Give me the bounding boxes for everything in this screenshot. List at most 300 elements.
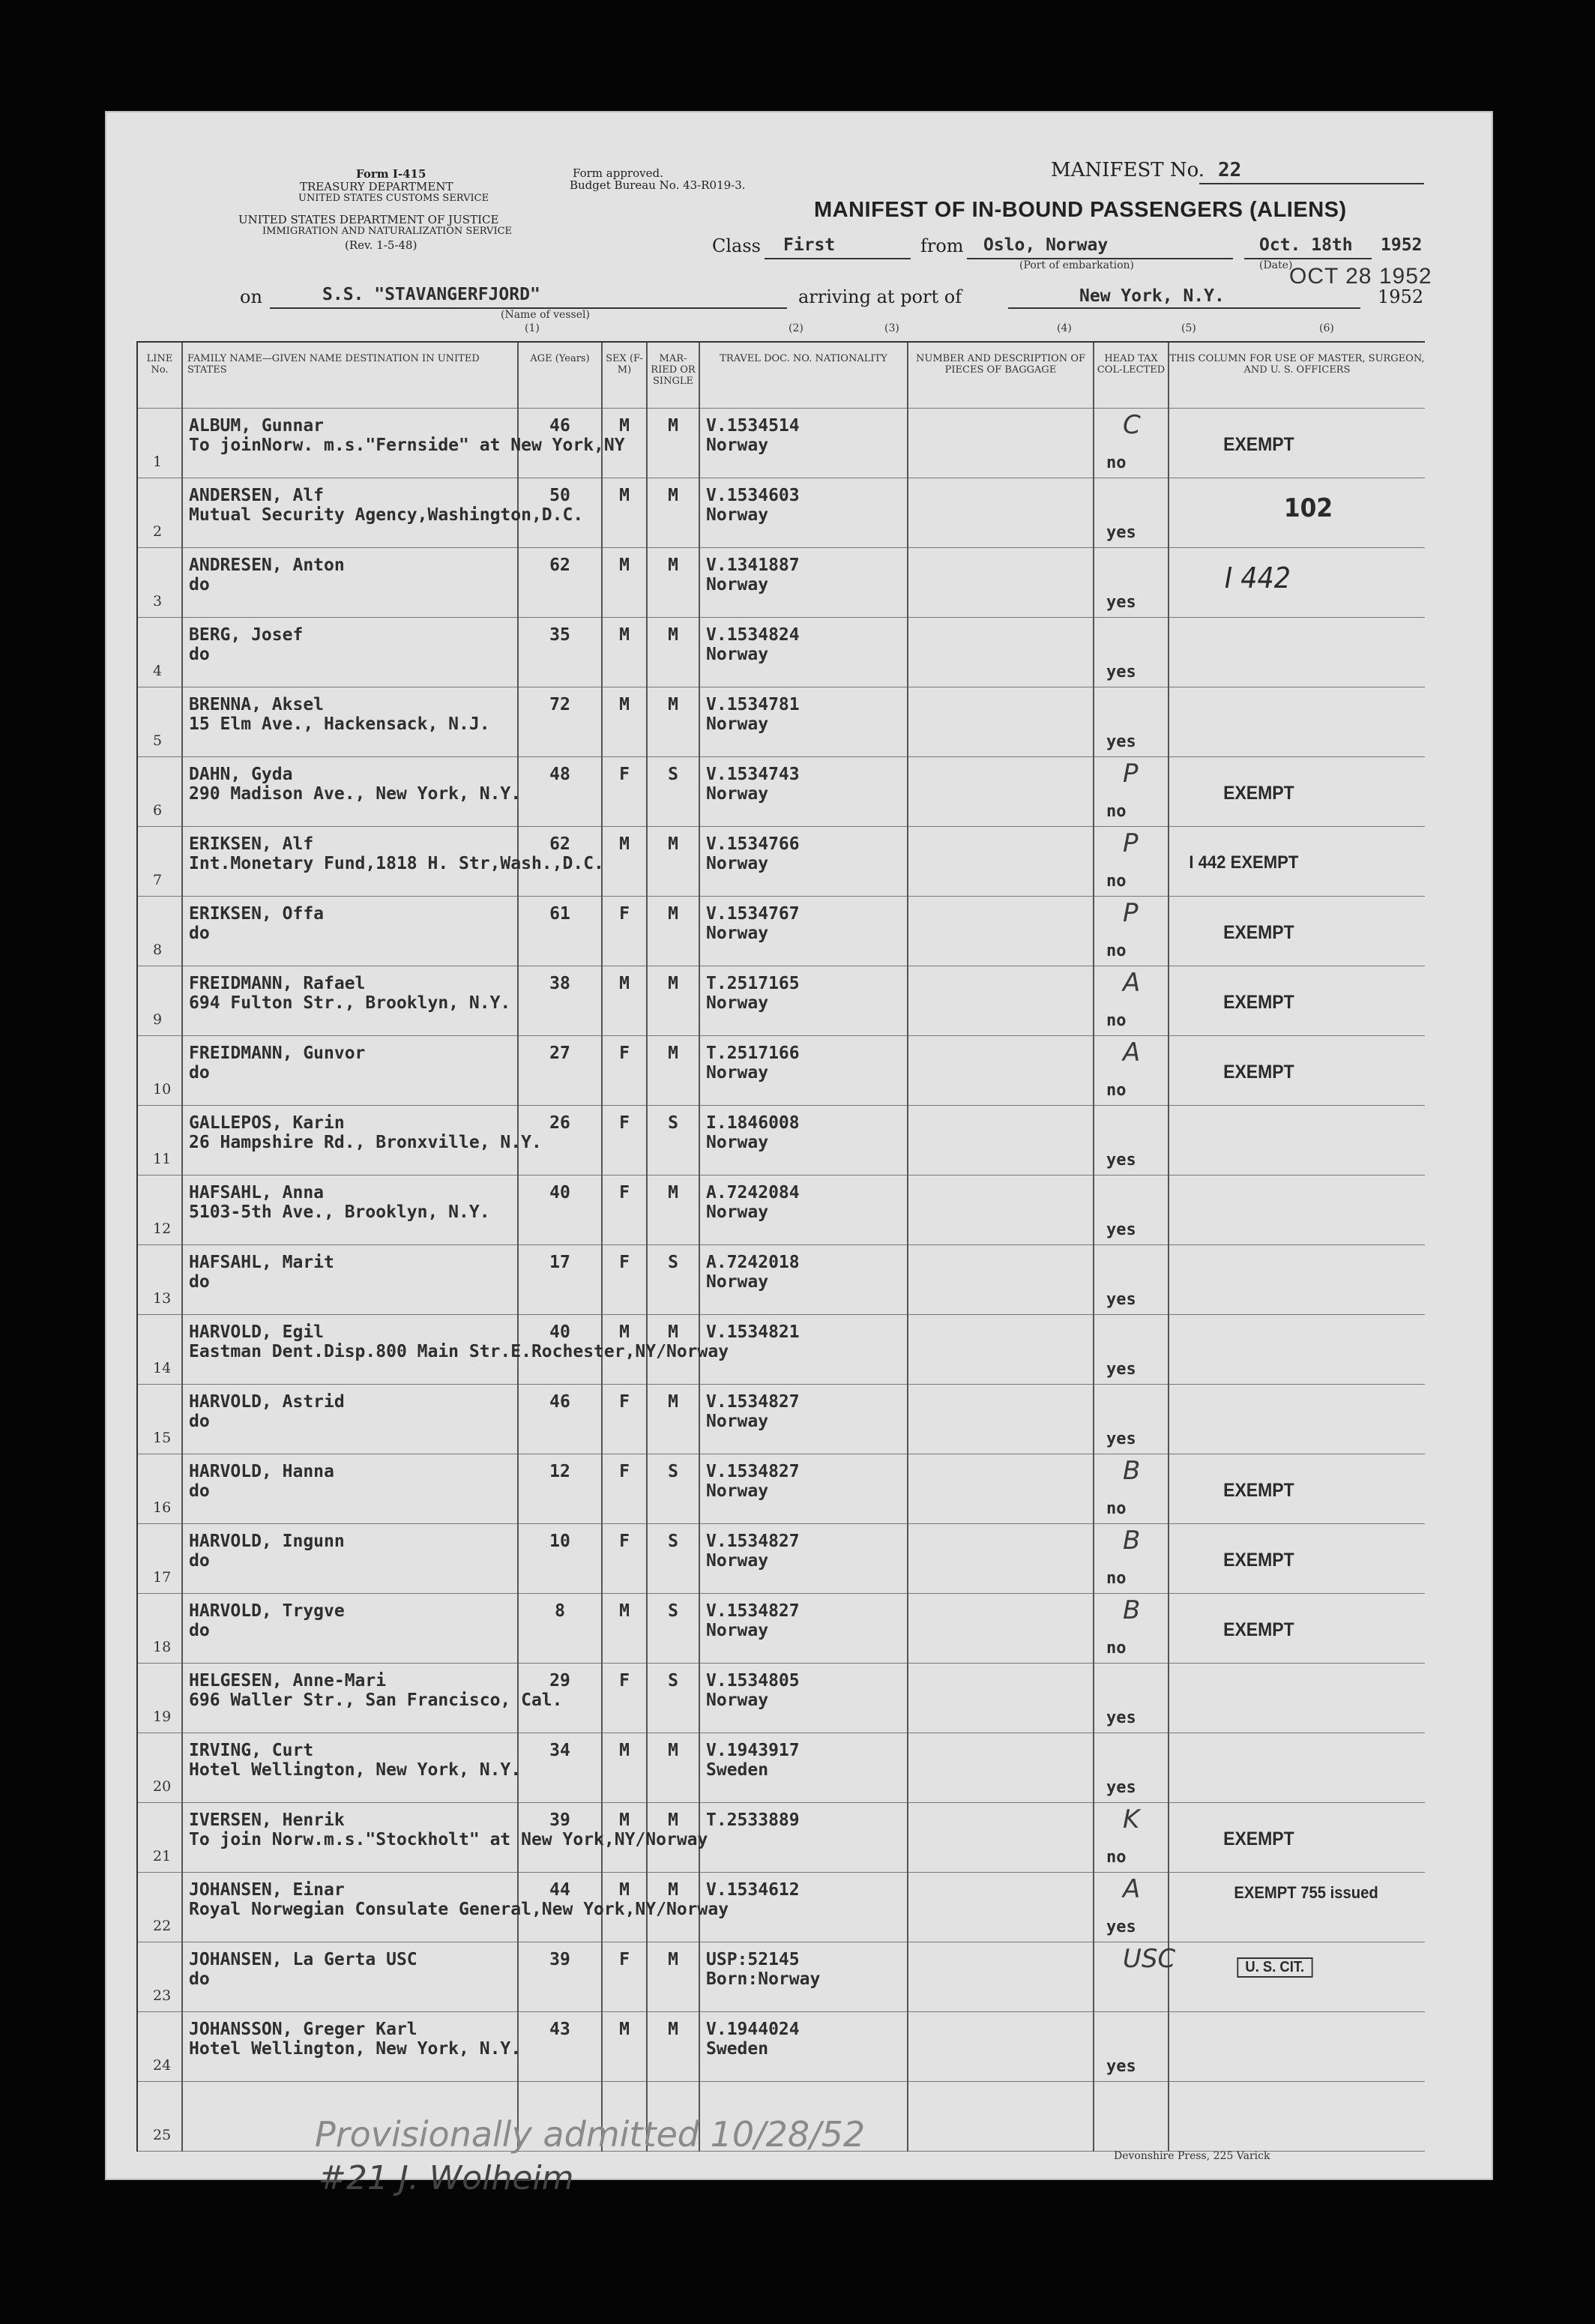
officer-cell [1169,408,1425,478]
officer-note: EXEMPT [1223,1549,1294,1571]
passenger-name: ANDRESEN, Anton [189,555,345,575]
age: 40 [549,1182,570,1202]
port-underline [1008,307,1360,309]
officer-note: EXEMPT [1223,1061,1294,1083]
name-cell [182,1105,542,1175]
destination: do [189,923,210,943]
line-cell [137,756,182,826]
name-cell [182,1384,518,1454]
nationality: Norway [706,644,769,664]
name-cell [182,1454,518,1523]
destination: Hotel Wellington, New York, N.Y. [189,2038,522,2059]
line-number: 8 [153,941,163,958]
on-label: on [240,286,262,307]
sex: F [619,903,630,924]
nationality: Norway [706,1411,769,1431]
handwritten-mark: B [1123,1525,1141,1556]
head-tax: yes [1106,1917,1136,1936]
nationality: Norway [706,1690,769,1710]
line-cell [137,547,182,617]
nationality: Born:Norway [706,1969,821,1989]
name-cell [182,966,518,1035]
marital-cell [647,896,699,966]
line-number: 25 [153,2126,172,2143]
nationality: Sweden [706,1759,769,1780]
line-number: 2 [153,523,163,540]
marital-cell [647,1244,699,1314]
marital-status: M [668,1810,678,1830]
marital-status: S [668,1601,678,1621]
passenger-name: HAFSAHL, Marit [189,1252,334,1272]
passenger-name: ERIKSEN, Offa [189,903,325,924]
head-tax: no [1106,1499,1127,1518]
marital-cell [647,1454,699,1523]
line-cell [137,1942,182,2011]
name-cell [182,1593,518,1663]
line-number: 24 [153,2056,172,2074]
officer-cell [1169,2011,1425,2081]
age: 40 [549,1322,570,1342]
marital-cell [647,547,699,617]
col-number-6: (6) [1319,322,1334,334]
handwritten-mark: C [1123,409,1141,440]
passenger-name: ANDERSEN, Alf [189,485,325,505]
line-number: 14 [153,1359,172,1376]
travel-doc-cell [699,966,908,1035]
port-value: New York, N.Y. [1079,286,1225,306]
line-number: 4 [153,662,163,679]
treasury-dept: TREASURY DEPARTMENT [300,180,453,193]
head-tax-cell [1094,1523,1169,1593]
line-number: 22 [153,1917,172,1934]
line-number: 15 [153,1429,172,1446]
year-value: 1952 [1381,235,1423,255]
line-number: 17 [153,1568,172,1586]
marital-status: M [668,1949,678,1969]
sex: M [619,1740,630,1760]
line-cell [137,1314,182,1384]
head-tax: no [1106,1638,1127,1658]
officer-cell [1169,547,1425,617]
handwritten-mark: B [1123,1455,1141,1486]
handwritten-mark: P [1123,897,1139,928]
baggage-cell [908,1035,1094,1105]
nationality: Norway [706,1481,769,1501]
marital-cell [647,1733,699,1802]
name-cell [182,1523,518,1593]
age: 62 [549,555,570,575]
travel-doc-cell [699,1942,908,2011]
baggage-cell [908,687,1094,756]
nationality: Norway [706,574,769,594]
head-tax: yes [1106,732,1136,751]
head-tax-cell [1094,826,1169,896]
age-cell [518,826,602,896]
marital-status: M [668,1879,678,1900]
line-cell [137,826,182,896]
age-cell [518,756,602,826]
line-cell [137,1384,182,1454]
class-label: Class [712,235,761,256]
justice-dept: UNITED STATES DEPARTMENT OF JUSTICE [238,213,499,226]
col-number-1: (1) [525,322,540,334]
travel-doc-number: A.7242084 [706,1182,800,1202]
name-cell [182,896,518,966]
travel-doc-number: T.2517166 [706,1043,800,1063]
head-tax-cell [1094,478,1169,547]
baggage-cell [908,1105,1094,1175]
nationality: Norway [706,1271,769,1292]
officer-cell [1169,1105,1425,1175]
head-tax-cell [1094,1175,1169,1244]
travel-doc-cell [699,1175,908,1244]
passenger-name: HARVOLD, Ingunn [189,1531,345,1551]
sex-cell [602,408,647,478]
table-row [137,1802,1425,1872]
travel-doc-number: V.1534514 [706,415,800,436]
name-cell [182,1942,518,2011]
header-name: FAMILY NAME—GIVEN NAME DESTINATION IN UNITED STATES [182,342,518,408]
age: 44 [549,1879,570,1900]
embarkation-caption: (Port of embarkation) [1019,259,1134,271]
baggage-cell [908,2081,1094,2151]
head-tax-cell [1094,2011,1169,2081]
table-row [137,1663,1425,1733]
travel-doc-cell [699,1384,908,1454]
head-tax-cell [1094,1454,1169,1523]
marital-status: M [668,1322,678,1342]
sex-cell [602,1384,647,1454]
head-tax-cell [1094,1105,1169,1175]
travel-doc-cell [699,1105,908,1175]
marital-cell [647,1314,699,1384]
travel-doc-cell [699,617,908,687]
sex: F [619,1531,630,1551]
line-cell [137,1035,182,1105]
col-number-4: (4) [1057,322,1072,334]
nationality: Norway [706,714,769,734]
marital-cell [647,1593,699,1663]
name-cell [182,617,518,687]
header-married: MAR-RIED OR SINGLE [647,342,699,408]
handwritten-mark: B [1123,1595,1141,1625]
sex-cell [602,1593,647,1663]
age-cell [518,1523,602,1593]
destination: 696 Waller Str., San Francisco, Cal. [189,1690,563,1710]
passenger-name: IVERSEN, Henrik [189,1810,345,1830]
sex-cell [602,896,647,966]
line-cell [137,1105,182,1175]
table-row [137,1384,1425,1454]
sex-cell [602,687,647,756]
marital-status: M [668,1391,678,1412]
name-cell [182,687,518,756]
age: 35 [549,624,570,645]
officer-note: EXEMPT [1223,1619,1294,1640]
table-row [137,1035,1425,1105]
officer-note: EXEMPT 755 issued [1234,1882,1378,1902]
destination: Hotel Wellington, New York, N.Y. [189,1759,522,1780]
age: 38 [549,973,570,993]
head-tax: yes [1106,1429,1136,1448]
line-number: 9 [153,1011,163,1028]
table-row [137,1872,1425,1942]
line-number: 7 [153,871,163,888]
line-cell [137,617,182,687]
header-sex: SEX (F-M) [602,342,647,408]
age: 50 [549,485,570,505]
marital-status: M [668,1740,678,1760]
baggage-cell [908,1872,1094,1942]
sex: M [619,1879,630,1900]
line-cell [137,1454,182,1523]
passenger-name: HARVOLD, Hanna [189,1461,334,1481]
table-row [137,1244,1425,1314]
marital-status: M [668,834,678,854]
table-row [137,2011,1425,2081]
table-row [137,826,1425,896]
sex-cell [602,756,647,826]
nationality: Norway [706,1132,769,1152]
passenger-name: ERIKSEN, Alf [189,834,314,854]
sex: F [619,1043,630,1063]
handwritten-mark: A [1123,967,1141,998]
sex: F [619,1949,630,1969]
line-number: 12 [153,1220,172,1237]
travel-doc-cell [699,1035,908,1105]
head-tax: no [1106,1568,1127,1588]
officer-note: U. S. CIT. [1237,1957,1312,1978]
marital-cell [647,1942,699,2011]
passenger-name: BERG, Josef [189,624,304,645]
travel-doc-number: V.1534827 [706,1391,800,1412]
travel-doc-cell [699,756,908,826]
handwritten-mark: USC [1123,1943,1176,1974]
sex: F [619,1252,630,1272]
marital-status: S [668,1252,678,1272]
sex: F [619,764,630,784]
head-tax: yes [1106,1359,1136,1379]
manifest-number: 22 [1218,159,1242,181]
head-tax: no [1106,801,1127,821]
table-row [137,1314,1425,1384]
baggage-cell [908,826,1094,896]
line-number: 19 [153,1708,172,1725]
sex: F [619,1391,630,1412]
sex: M [619,1810,630,1830]
head-tax-cell [1094,756,1169,826]
destination: do [189,1550,210,1571]
class-value: First [783,235,836,255]
table-row [137,1175,1425,1244]
line-cell [137,1523,182,1593]
line-number: 3 [153,592,163,609]
travel-doc-cell [699,408,908,478]
destination: do [189,1271,210,1292]
sex-cell [602,1802,647,1872]
passenger-name: FREIDMANN, Gunvor [189,1043,366,1063]
marital-cell [647,1175,699,1244]
sex-cell [602,1244,647,1314]
sex: M [619,973,630,993]
marital-cell [647,966,699,1035]
sex: F [619,1461,630,1481]
passenger-name: JOHANSSON, Greger Karl [189,2019,417,2039]
vessel-caption: (Name of vessel) [501,309,590,321]
age-cell [518,1942,602,2011]
age: 17 [549,1252,570,1272]
age-cell [518,1802,602,1872]
manifest-label: MANIFEST No. [1051,159,1205,181]
col-number-3: (3) [884,322,899,334]
line-number: 13 [153,1289,172,1307]
head-tax: yes [1106,1289,1136,1309]
sex-cell [602,1663,647,1733]
officer-cell [1169,1523,1425,1593]
year-suffix: 52 [1400,286,1424,307]
head-tax: no [1106,1011,1127,1030]
travel-doc-number: V.1534827 [706,1531,800,1551]
table-row [137,966,1425,1035]
age: 72 [549,694,570,714]
sex-cell [602,1733,647,1802]
travel-doc-cell [699,1802,908,1872]
age-cell [518,1663,602,1733]
table-row [137,1105,1425,1175]
age-cell [518,1733,602,1802]
baggage-cell [908,478,1094,547]
officer-cell [1169,1314,1425,1384]
sex-cell [602,478,647,547]
passenger-name: HELGESEN, Anne-Mari [189,1670,387,1691]
sex: M [619,624,630,645]
travel-doc-number: V.1534767 [706,903,800,924]
line-cell [137,687,182,756]
name-cell [182,1244,518,1314]
marital-status: S [668,1531,678,1551]
marital-cell [647,1802,699,1872]
travel-doc-number: V.1944024 [706,2019,800,2039]
passenger-name: BRENNA, Aksel [189,694,325,714]
travel-doc-cell [699,1314,908,1384]
head-tax-cell [1094,1314,1169,1384]
table-row [137,1454,1425,1523]
sex: M [619,555,630,575]
baggage-cell [908,408,1094,478]
officer-cell [1169,1384,1425,1454]
head-tax-cell [1094,1384,1169,1454]
age-cell [518,1105,602,1175]
line-cell [137,2011,182,2081]
age-cell [518,2011,602,2081]
line-number: 6 [153,801,163,819]
age-cell [518,1244,602,1314]
officer-note: EXEMPT [1223,991,1294,1013]
marital-status: M [668,2019,678,2039]
nationality: Norway [706,783,769,804]
marital-status: M [668,624,678,645]
marital-status: M [668,903,678,924]
age-cell [518,547,602,617]
travel-doc-number: V.1534821 [706,1322,800,1342]
passenger-name: IRVING, Curt [189,1740,314,1760]
line-number: 11 [153,1150,172,1167]
destination: do [189,1481,210,1501]
travel-doc-cell [699,687,908,756]
officer-note: EXEMPT [1223,433,1294,455]
travel-doc-number: T.2517165 [706,973,800,993]
head-tax: yes [1106,1777,1136,1797]
age: 46 [549,415,570,436]
marital-cell [647,1872,699,1942]
age-cell [518,1314,602,1384]
age-cell [518,896,602,966]
age: 48 [549,764,570,784]
baggage-cell [908,1663,1094,1733]
marital-cell [647,826,699,896]
passenger-name: HARVOLD, Astrid [189,1391,345,1412]
travel-doc-cell [699,1523,908,1593]
marital-status: S [668,1461,678,1481]
travel-doc-number: V.1534603 [706,485,800,505]
revision: (Rev. 1-5-48) [345,238,417,252]
marital-cell [647,1105,699,1175]
sex: F [619,1670,630,1691]
header-baggage: NUMBER AND DESCRIPTION OF PIECES OF BAGGAGE [908,342,1094,408]
baggage-cell [908,1175,1094,1244]
officer-cell [1169,1035,1425,1105]
handwritten-mark: P [1123,758,1139,789]
passenger-name: HARVOLD, Egil [189,1322,325,1342]
table-row [137,617,1425,687]
travel-doc-number: A.7242018 [706,1252,800,1272]
marital-status: M [668,1043,678,1063]
name-cell [182,1175,518,1244]
age-cell [518,408,602,478]
form-number: Form I-415 [356,167,426,181]
destination: To joinNorw. m.s."Fernside" at New York,NY [189,435,625,455]
handwritten-mark: K [1123,1804,1140,1834]
marital-cell [647,478,699,547]
head-tax: yes [1106,2056,1136,2076]
line-cell [137,1872,182,1942]
officer-cell [1169,1175,1425,1244]
officer-cell [1169,2081,1425,2151]
officer-note: I 442 [1224,561,1291,594]
head-tax: yes [1106,662,1136,681]
baggage-cell [908,1942,1094,2011]
table-row [137,1593,1425,1663]
line-cell [137,2081,182,2151]
ins: IMMIGRATION AND NATURALIZATION SERVICE [262,226,513,237]
officer-cell [1169,1733,1425,1802]
age: 8 [555,1601,565,1621]
travel-doc-cell [699,896,908,966]
head-tax: yes [1106,1150,1136,1169]
destination: To join Norw.m.s."Stockholt" at New York,NY/Norway [189,1829,708,1849]
travel-doc-cell [699,1733,908,1802]
passenger-name: GALLEPOS, Karin [189,1113,345,1133]
sex: M [619,694,630,714]
table-row [137,687,1425,756]
marital-cell [647,1663,699,1733]
marital-status: M [668,485,678,505]
nationality: Norway [706,923,769,943]
head-tax-cell [1094,408,1169,478]
age: 27 [549,1043,570,1063]
destination: 290 Madison Ave., New York, N.Y. [189,783,522,804]
destination: Mutual Security Agency,Washington,D.C. [189,505,584,525]
